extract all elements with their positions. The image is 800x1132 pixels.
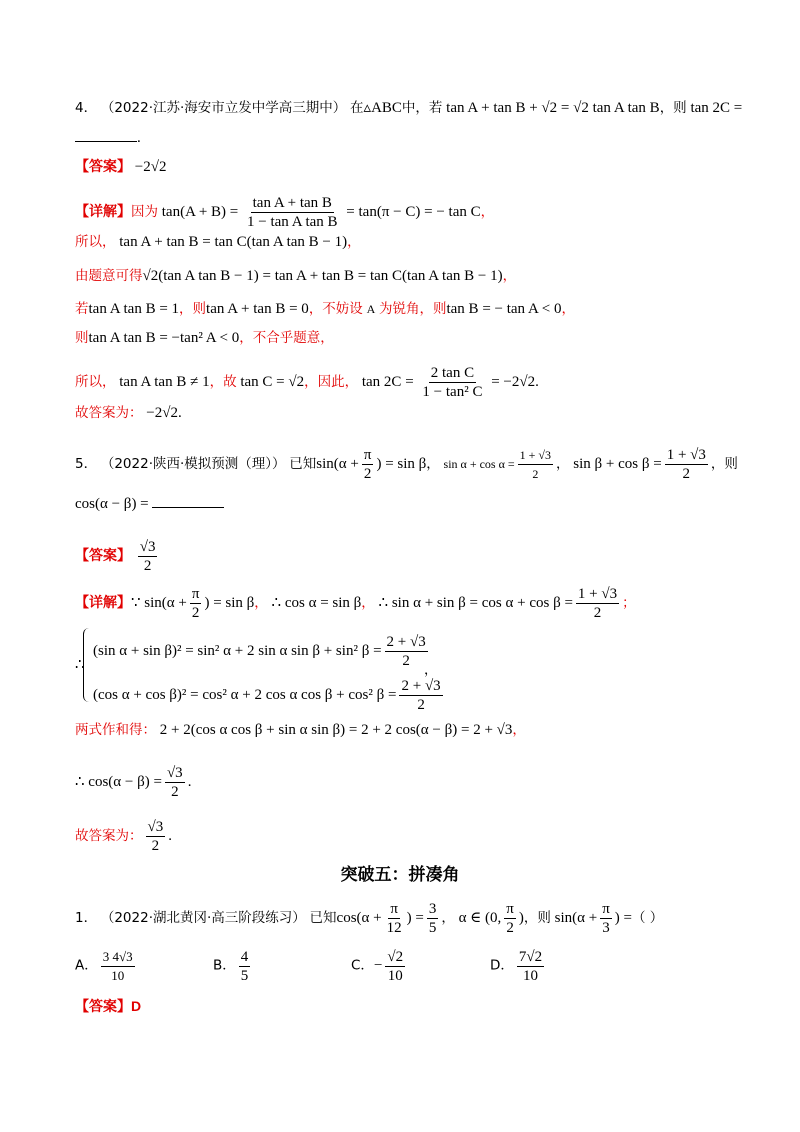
math-expression: tan B = − tan A < 0 xyxy=(446,301,562,317)
detail-label: 【详解】 xyxy=(75,202,131,219)
math-expression: tan(A + B) = xyxy=(161,203,239,220)
fraction: $\frac{3 4√3}{10}$ xyxy=(102,949,133,983)
answer-label: 【答案】 xyxy=(75,998,131,1014)
section-title: 突破五：拼凑角 xyxy=(340,865,460,885)
answer-label: 【答案】 xyxy=(75,158,131,174)
q5-detail-line-1: 【详解】∵ sin(α + $\frac{\pi}{2}$ ) = sin β， ∴ cos α = sin β， ∴ sin α + sin β = cos α + cos β = $\frac{1 + √3}{2}$ ； xyxy=(75,586,636,621)
question-number: 5． xyxy=(75,455,98,472)
math-expression: −2√2 xyxy=(146,405,178,421)
math-expression: = −2√2 xyxy=(491,373,536,390)
fraction: $\frac{\pi}{2}$ xyxy=(363,447,372,482)
system-brace xyxy=(83,628,92,702)
answer-blank xyxy=(152,495,224,508)
q4-detail-line-1: 【详解】因为 tan(A + B) = $\frac{\text{tan A + tan B}}{\text{1 − tan A tan B}}$ = tan(π − C) = − tan C， xyxy=(75,195,495,230)
fraction: $\frac{\pi}{12}$ xyxy=(386,901,402,936)
detail-label: 【详解】 xyxy=(75,593,131,610)
math-expression: tan C = √2 xyxy=(240,373,305,390)
answer-value: $\frac{√3}{2}$ xyxy=(139,539,156,574)
math-expression: tan 2C = xyxy=(690,100,743,116)
q5-detail-line-5: 故答案为： $\frac{√3}{2}$ . xyxy=(75,819,172,854)
fraction: $\frac{1 + √3}{2}$ xyxy=(577,586,618,621)
q4-detail-line-6: 所以， tan A tan B ≠ 1，故 tan C = √2，因此， tan 2C = $\frac{\text{2 tan C}}{\text{1 − tan² C}}$ = −2√2. xyxy=(75,365,539,400)
q4-detail-line-3: 由题意可得√2(tan A tan B − 1) = tan A + tan B = tan C(tan A tan B − 1)， xyxy=(75,268,517,284)
question-number: 1． xyxy=(75,909,98,926)
q1-answer xyxy=(75,996,770,1017)
option-a[interactable]: A． $\frac{3 4√3}{10}$ xyxy=(75,949,133,983)
fraction: $\frac{√3}{2}$ xyxy=(166,765,183,800)
answer-value: −2√2 xyxy=(134,159,167,175)
fraction: $\frac{√3}{2}$ xyxy=(147,819,164,854)
math-expression: √2(tan A tan B − 1) = tan A + tan B = tan C(tan A tan B − 1) xyxy=(142,268,503,284)
math-expression: tan A + tan B + √2 = √2 tan A tan B xyxy=(446,100,660,116)
fraction: $\frac{4}{5}$ xyxy=(240,949,249,984)
math-expression: tan 2C = xyxy=(361,373,414,390)
q5-system-line-1: (sin α + sin β)² = sin² α + 2 sin α sin β + sin² β = $\frac{2 + √3}{2}$ xyxy=(93,634,426,669)
answer-value: D xyxy=(131,998,142,1014)
q4-answer xyxy=(75,156,770,177)
option-d[interactable]: D． $\frac{7√2}{10}$ xyxy=(490,949,543,984)
question-number: 4． xyxy=(75,100,98,116)
q5-stem: 5． （2022·陕西·模拟预测（理）） 已知sin(α + $\frac{\pi}{2}$ ) = sin β， sin α + cos α = $\frac{1 + √3}{2}$ ， sin β + cos β = $\frac{1 + √3}{2}$ ，则 xyxy=(75,447,738,482)
fraction: $\frac{\pi}{2}$ xyxy=(506,901,514,936)
question-source: （2022·江苏·海安市立发中学高三期中） xyxy=(100,100,347,116)
fraction: $\frac{2 + √3}{2}$ xyxy=(386,634,426,669)
q4-detail-line-5: 则tan A tan B = −tan² A < 0，不合乎题意， xyxy=(75,330,334,346)
fraction: $\frac{7√2}{10}$ xyxy=(518,949,543,984)
math-expression: ▵ABC xyxy=(363,100,402,116)
math-expression: 2 + 2(cos α cos β + sin α sin β) = 2 + 2 cos(α − β) = 2 + √3 xyxy=(159,722,513,738)
answer-blank xyxy=(75,129,137,142)
math-expression: = tan(π − C) = − tan C xyxy=(346,203,481,220)
fraction: $\frac{√2}{10}$ xyxy=(387,949,404,984)
q5-answer xyxy=(75,538,770,575)
q5-therefore: ∴ xyxy=(75,657,85,673)
fraction: $\frac{1 + √3}{2}$ xyxy=(666,447,706,482)
math-expression: cos(α − β) = xyxy=(75,496,149,512)
fraction: $\frac{\text{2 tan C}}{\text{1 − tan² C}}$ xyxy=(422,365,483,400)
math-expression: tan A tan B = −tan² A < 0 xyxy=(88,330,240,346)
fraction: $\frac{1 + √3}{2}$ xyxy=(519,448,552,481)
answer-label: 【答案】 xyxy=(75,546,131,563)
fraction: $\frac{\pi}{2}$ xyxy=(191,586,200,621)
math-expression: tan A + tan B = 0 xyxy=(206,301,309,317)
q4-stem: 4． （2022·江苏·海安市立发中学高三期中） 在▵ABC中，若 tan A + tan B + √2 = √2 tan A tan B，则 tan 2C = xyxy=(75,100,743,116)
fraction: $\frac{2 + √3}{2}$ xyxy=(401,678,441,713)
q5-detail-line-4: ∴ cos(α − β) = $\frac{√3}{2}$ . xyxy=(75,765,192,800)
question-source: （2022·湖北黄冈·高三阶段练习） xyxy=(100,909,306,926)
math-expression: tan A tan B ≠ 1 xyxy=(119,373,210,390)
q4-detail-line-4: 若tan A tan B = 1，则tan A + tan B = 0，不妨设 A 为锐角，则tan B = − tan A < 0， xyxy=(75,301,575,317)
question-source: （2022·陕西·模拟预测（理）） xyxy=(100,455,286,472)
q5-system-comma: ， xyxy=(424,662,438,678)
q4-detail-line-2: 所以， tan A + tan B = tan C(tan A tan B − 1)， xyxy=(75,234,361,250)
q5-ask xyxy=(75,494,770,514)
option-b[interactable]: B． $\frac{4}{5}$ xyxy=(213,949,249,984)
option-c[interactable]: C．− $\frac{√2}{10}$ xyxy=(351,949,404,984)
q1-stem: 1． （2022·湖北黄冈·高三阶段练习） 已知cos(α + $\frac{\pi}{12}$ ) = $\frac{3}{5}$ ， α ∈ (0, $\frac{\pi}{2}$ )，则 sin(α + $\frac{\pi}{3}$ ) =（ ） xyxy=(75,901,664,936)
fraction: $\frac{3}{5}$ xyxy=(428,901,437,936)
q5-detail-line-3: 两式作和得： 2 + 2(cos α cos β + sin α sin β) = 2 + 2 cos(α − β) = 2 + √3， xyxy=(75,722,526,738)
q4-answer-blank: . xyxy=(75,128,770,148)
math-expression: tan A + tan B = tan C(tan A tan B − 1) xyxy=(119,234,348,250)
fraction: $\frac{\pi}{3}$ xyxy=(602,901,610,936)
fraction: $\frac{\text{tan A + tan B}}{\text{1 − tan A tan B}}$ xyxy=(247,195,338,230)
math-expression: tan A tan B = 1 xyxy=(88,301,180,317)
q5-system-line-2: (cos α + cos β)² = cos² α + 2 cos α cos β + cos² β = $\frac{2 + √3}{2}$ xyxy=(93,678,441,713)
q4-detail-line-7: 故答案为： −2√2. xyxy=(75,405,182,421)
